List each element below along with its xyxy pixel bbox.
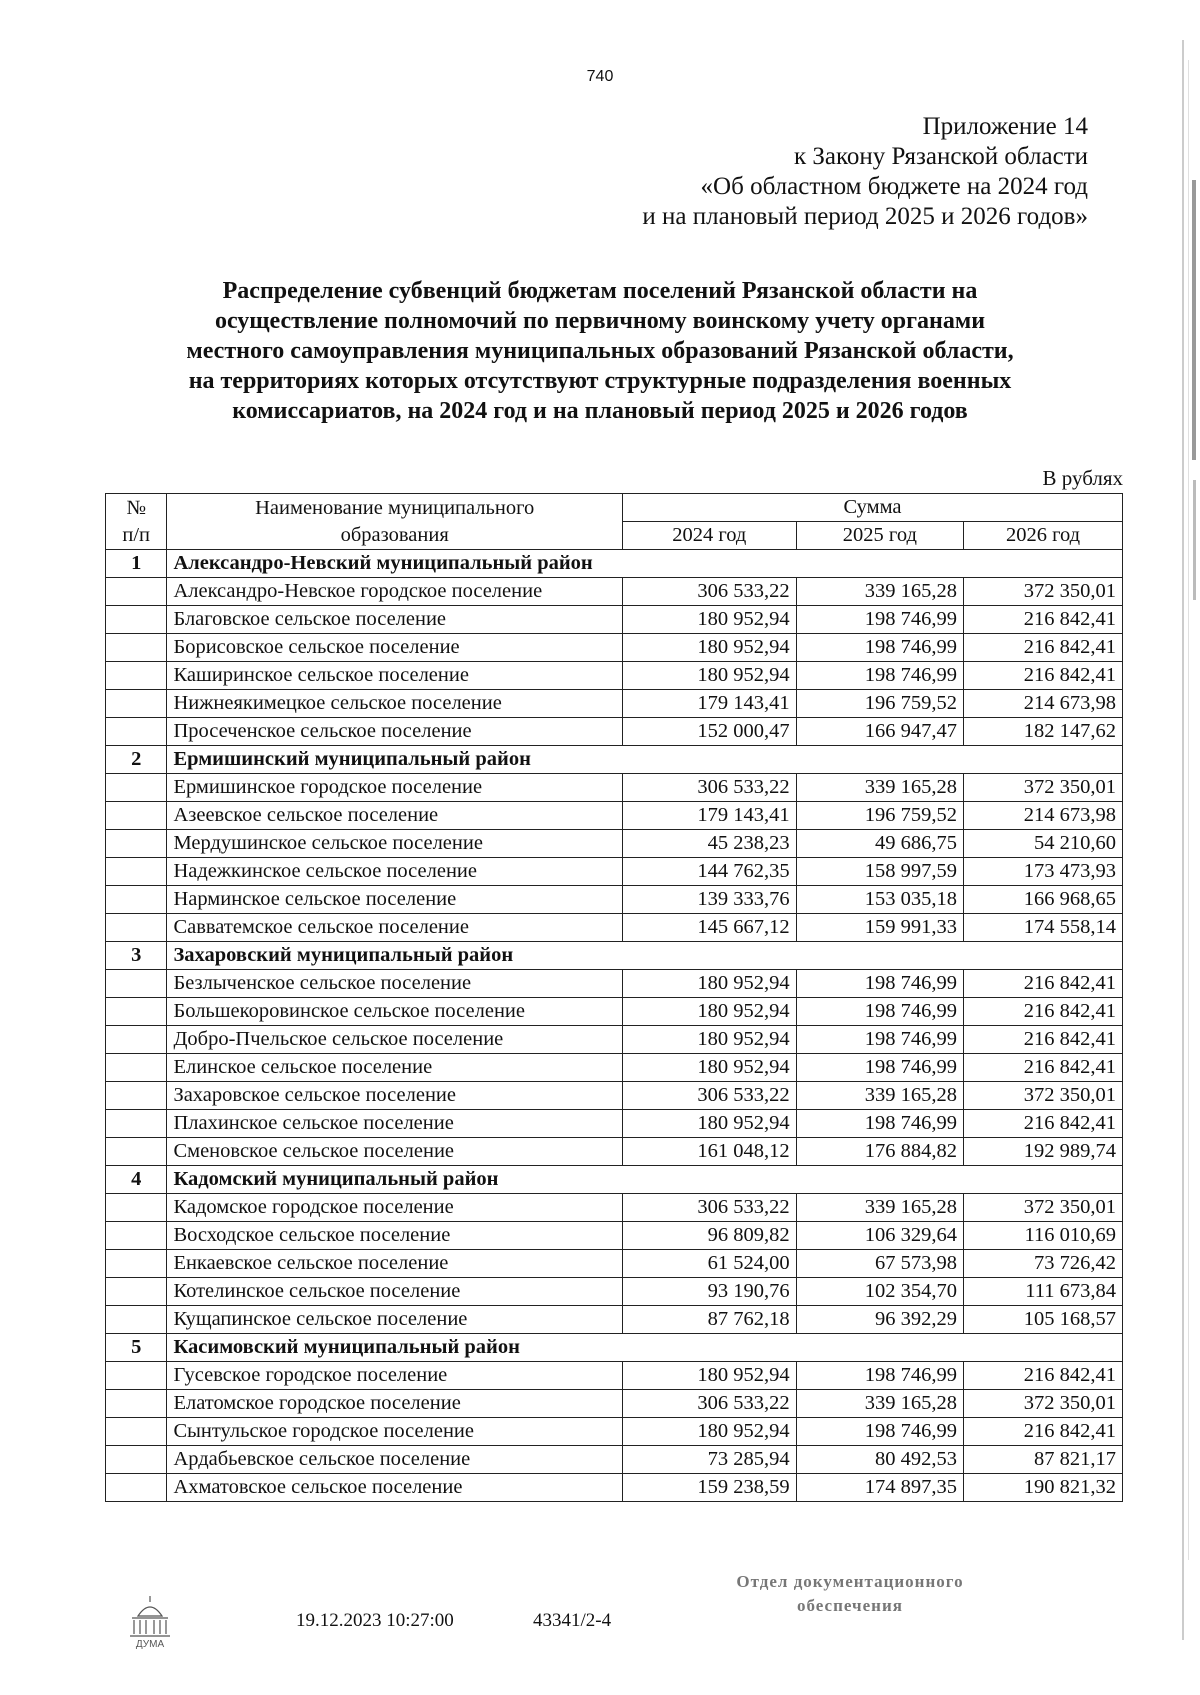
- amount-2026: 216 842,41: [964, 1026, 1123, 1054]
- settlement-row: [106, 914, 1123, 942]
- empty-num-cell: [106, 690, 167, 718]
- empty-num-cell: [106, 1110, 167, 1138]
- district-row: [106, 1166, 1123, 1194]
- amount-2026: 216 842,41: [964, 1418, 1123, 1446]
- district-name: Касимовский муниципальный район: [167, 1334, 1123, 1362]
- amount-2025: 176 884,82: [796, 1138, 963, 1166]
- empty-num-cell: [106, 830, 167, 858]
- settlement-row: [106, 998, 1123, 1026]
- empty-num-cell: [106, 1054, 167, 1082]
- empty-num-cell: [106, 634, 167, 662]
- district-number: 4: [106, 1166, 167, 1194]
- settlement-row: [106, 1194, 1123, 1222]
- settlement-row: [106, 718, 1123, 746]
- amount-2026: 116 010,69: [964, 1222, 1123, 1250]
- settlement-name: Большекоровинское сельское поселение: [167, 998, 623, 1026]
- amount-2025: 96 392,29: [796, 1306, 963, 1334]
- title-line-4: на территориях которых отсутствуют структурные подразделения военных: [188, 368, 1012, 394]
- amount-2026: 216 842,41: [964, 662, 1123, 690]
- appendix-line-1: Приложение 14: [922, 113, 1088, 140]
- settlement-name: Ардабьевское сельское поселение: [167, 1446, 623, 1474]
- amount-2024: 306 533,22: [622, 1390, 796, 1418]
- settlement-row: [106, 662, 1123, 690]
- title-line-2: осуществление полномочий по первичному воинскому учету органами: [214, 308, 986, 334]
- amount-2026: 166 968,65: [964, 886, 1123, 914]
- amount-2024: 144 762,35: [622, 858, 796, 886]
- settlement-row: [106, 634, 1123, 662]
- amount-2026: 87 821,17: [964, 1446, 1123, 1474]
- empty-num-cell: [106, 914, 167, 942]
- appendix-header: [642, 112, 1088, 232]
- amount-2025: 174 897,35: [796, 1474, 963, 1502]
- amount-2026: 111 673,84: [964, 1278, 1123, 1306]
- settlement-name: Савватемское сельское поселение: [167, 914, 623, 942]
- amount-2024: 180 952,94: [622, 1418, 796, 1446]
- district-row: [106, 746, 1123, 774]
- amount-2025: 159 991,33: [796, 914, 963, 942]
- settlement-name: Добро-Пчельское сельское поселение: [167, 1026, 623, 1054]
- amount-2024: 180 952,94: [622, 662, 796, 690]
- empty-num-cell: [106, 1278, 167, 1306]
- settlement-row: [106, 1362, 1123, 1390]
- amount-2025: 339 165,28: [796, 1194, 963, 1222]
- district-name: Александро-Невский муниципальный район: [167, 550, 1123, 578]
- district-name: Захаровский муниципальный район: [167, 942, 1123, 970]
- footer-datetime: 19.12.2023 10:27:00: [296, 1610, 454, 1631]
- department-stamp: [700, 1570, 1000, 1618]
- district-number: 2: [106, 746, 167, 774]
- subventions-table: [105, 493, 1123, 1502]
- settlement-name: Борисовское сельское поселение: [167, 634, 623, 662]
- empty-num-cell: [106, 858, 167, 886]
- district-name: Ермишинский муниципальный район: [167, 746, 1123, 774]
- settlement-name: Восходское сельское поселение: [167, 1222, 623, 1250]
- amount-2025: 339 165,28: [796, 774, 963, 802]
- empty-num-cell: [106, 1026, 167, 1054]
- header-num-sublabel: п/п: [122, 523, 151, 546]
- empty-num-cell: [106, 1138, 167, 1166]
- empty-num-cell: [106, 774, 167, 802]
- settlement-name: Азеевское сельское поселение: [167, 802, 623, 830]
- settlement-row: [106, 1446, 1123, 1474]
- amount-2024: 180 952,94: [622, 970, 796, 998]
- amount-2024: 96 809,82: [622, 1222, 796, 1250]
- settlement-name: Безлыченское сельское поселение: [167, 970, 623, 998]
- amount-2026: 372 350,01: [964, 1390, 1123, 1418]
- district-number: 1: [106, 550, 167, 578]
- amount-2025: 198 746,99: [796, 1362, 963, 1390]
- appendix-line-3: «Об областном бюджете на 2024 год: [700, 173, 1088, 200]
- amount-2025: 166 947,47: [796, 718, 963, 746]
- amount-2025: 196 759,52: [796, 802, 963, 830]
- amount-2025: 67 573,98: [796, 1250, 963, 1278]
- settlement-name: Елинское сельское поселение: [167, 1054, 623, 1082]
- settlement-name: Котелинское сельское поселение: [167, 1278, 623, 1306]
- settlement-row: [106, 1390, 1123, 1418]
- settlement-name: Кущапинское сельское поселение: [167, 1306, 623, 1334]
- amount-2026: 173 473,93: [964, 858, 1123, 886]
- header-sum: Сумма: [622, 494, 1122, 522]
- amount-2025: 198 746,99: [796, 1418, 963, 1446]
- header-name: [167, 494, 623, 550]
- settlement-row: [106, 1474, 1123, 1502]
- amount-2024: 306 533,22: [622, 1194, 796, 1222]
- empty-num-cell: [106, 1418, 167, 1446]
- amount-2026: 372 350,01: [964, 578, 1123, 606]
- amount-2026: 182 147,62: [964, 718, 1123, 746]
- amount-2024: 180 952,94: [622, 998, 796, 1026]
- amount-2026: 216 842,41: [964, 634, 1123, 662]
- amount-2024: 93 190,76: [622, 1278, 796, 1306]
- amount-2024: 306 533,22: [622, 774, 796, 802]
- amount-2025: 198 746,99: [796, 634, 963, 662]
- amount-2024: 306 533,22: [622, 578, 796, 606]
- settlement-name: Сынтульское городское поселение: [167, 1418, 623, 1446]
- table-header-row-1: [106, 494, 1123, 522]
- amount-2025: 339 165,28: [796, 1082, 963, 1110]
- settlement-name: Благовское сельское поселение: [167, 606, 623, 634]
- settlement-row: [106, 1222, 1123, 1250]
- settlement-name: Плахинское сельское поселение: [167, 1110, 623, 1138]
- page-number: 740: [586, 68, 614, 85]
- amount-2024: 139 333,76: [622, 886, 796, 914]
- empty-num-cell: [106, 970, 167, 998]
- amount-2024: 45 238,23: [622, 830, 796, 858]
- settlement-name: Мердушинское сельское поселение: [167, 830, 623, 858]
- empty-num-cell: [106, 1194, 167, 1222]
- title-line-5: комиссариатов, на 2024 год и на плановый период 2025 и 2026 годов: [232, 398, 968, 424]
- amount-2026: 216 842,41: [964, 970, 1123, 998]
- amount-2024: 306 533,22: [622, 1082, 796, 1110]
- header-year-2024: 2024 год: [622, 522, 796, 550]
- scan-edge-artifact: [1162, 0, 1200, 1695]
- amount-2026: 372 350,01: [964, 1082, 1123, 1110]
- amount-2025: 49 686,75: [796, 830, 963, 858]
- empty-num-cell: [106, 1362, 167, 1390]
- amount-2025: 198 746,99: [796, 1110, 963, 1138]
- amount-2026: 214 673,98: [964, 802, 1123, 830]
- settlement-name: Ахматовское сельское поселение: [167, 1474, 623, 1502]
- header-num: [106, 494, 167, 550]
- district-number: 3: [106, 942, 167, 970]
- empty-num-cell: [106, 1250, 167, 1278]
- settlement-name: Кадомское городское поселение: [167, 1194, 623, 1222]
- header-name-line-2: образования: [340, 523, 449, 546]
- empty-num-cell: [106, 1082, 167, 1110]
- amount-2025: 198 746,99: [796, 606, 963, 634]
- settlement-name: Просеченское сельское поселение: [167, 718, 623, 746]
- amount-2025: 106 329,64: [796, 1222, 963, 1250]
- amount-2024: 180 952,94: [622, 606, 796, 634]
- amount-2024: 180 952,94: [622, 634, 796, 662]
- amount-2024: 145 667,12: [622, 914, 796, 942]
- settlement-row: [106, 886, 1123, 914]
- settlement-row: [106, 1082, 1123, 1110]
- empty-num-cell: [106, 998, 167, 1026]
- amount-2024: 159 238,59: [622, 1474, 796, 1502]
- amount-2026: 372 350,01: [964, 1194, 1123, 1222]
- header-name-line-1: Наименование муниципального: [255, 496, 535, 519]
- amount-2026: 216 842,41: [964, 1362, 1123, 1390]
- amount-2025: 198 746,99: [796, 998, 963, 1026]
- settlement-row: [106, 1054, 1123, 1082]
- settlement-name: Надежкинское сельское поселение: [167, 858, 623, 886]
- amount-2024: 179 143,41: [622, 690, 796, 718]
- amount-2025: 198 746,99: [796, 1054, 963, 1082]
- table-body: [106, 550, 1123, 1502]
- amount-2025: 102 354,70: [796, 1278, 963, 1306]
- amount-2025: 198 746,99: [796, 1026, 963, 1054]
- amount-2025: 198 746,99: [796, 970, 963, 998]
- amount-2025: 339 165,28: [796, 578, 963, 606]
- amount-2024: 61 524,00: [622, 1250, 796, 1278]
- header-num-label: №: [126, 496, 146, 519]
- empty-num-cell: [106, 1306, 167, 1334]
- district-name: Кадомский муниципальный район: [167, 1166, 1123, 1194]
- amount-2024: 152 000,47: [622, 718, 796, 746]
- amount-2026: 216 842,41: [964, 998, 1123, 1026]
- amount-2026: 174 558,14: [964, 914, 1123, 942]
- amount-2024: 180 952,94: [622, 1362, 796, 1390]
- amount-2024: 73 285,94: [622, 1446, 796, 1474]
- settlement-row: [106, 1138, 1123, 1166]
- settlement-row: [106, 970, 1123, 998]
- amount-2026: 73 726,42: [964, 1250, 1123, 1278]
- amount-2025: 196 759,52: [796, 690, 963, 718]
- settlement-name: Захаровское сельское поселение: [167, 1082, 623, 1110]
- amount-2026: 216 842,41: [964, 1110, 1123, 1138]
- settlement-name: Ермишинское городское поселение: [167, 774, 623, 802]
- appendix-line-4: и на плановый период 2025 и 2026 годов»: [642, 203, 1088, 230]
- settlement-name: Нижнеякимецкое сельское поселение: [167, 690, 623, 718]
- amount-2026: 190 821,32: [964, 1474, 1123, 1502]
- amount-2025: 158 997,59: [796, 858, 963, 886]
- stamp-line-2: обеспечения: [797, 1596, 903, 1615]
- footer-doc-number: 43341/2-4: [533, 1610, 612, 1631]
- empty-num-cell: [106, 578, 167, 606]
- settlement-row: [106, 1306, 1123, 1334]
- settlement-name: Каширинское сельское поселение: [167, 662, 623, 690]
- settlement-name: Елатомское городское поселение: [167, 1390, 623, 1418]
- empty-num-cell: [106, 606, 167, 634]
- settlement-row: [106, 1278, 1123, 1306]
- settlement-row: [106, 1250, 1123, 1278]
- settlement-row: [106, 690, 1123, 718]
- amount-2026: 372 350,01: [964, 774, 1123, 802]
- settlement-name: Сменовское сельское поселение: [167, 1138, 623, 1166]
- settlement-row: [106, 1110, 1123, 1138]
- amount-2024: 180 952,94: [622, 1110, 796, 1138]
- settlement-name: Гусевское городское поселение: [167, 1362, 623, 1390]
- duma-logo: [124, 1592, 176, 1652]
- document-title: [110, 276, 1090, 426]
- amount-2026: 105 168,57: [964, 1306, 1123, 1334]
- settlement-row: [106, 858, 1123, 886]
- empty-num-cell: [106, 1474, 167, 1502]
- amount-2026: 214 673,98: [964, 690, 1123, 718]
- title-line-3: местного самоуправления муниципальных образований Рязанской области,: [186, 338, 1014, 364]
- amount-2026: 216 842,41: [964, 606, 1123, 634]
- amount-2024: 180 952,94: [622, 1026, 796, 1054]
- settlement-row: [106, 830, 1123, 858]
- amount-2024: 87 762,18: [622, 1306, 796, 1334]
- district-row: [106, 1334, 1123, 1362]
- amount-2026: 54 210,60: [964, 830, 1123, 858]
- logo-text: ДУМА: [135, 1639, 165, 1650]
- district-row: [106, 550, 1123, 578]
- empty-num-cell: [106, 1446, 167, 1474]
- settlement-row: [106, 578, 1123, 606]
- empty-num-cell: [106, 886, 167, 914]
- district-row: [106, 942, 1123, 970]
- amount-2024: 180 952,94: [622, 1054, 796, 1082]
- settlement-row: [106, 774, 1123, 802]
- amount-2025: 339 165,28: [796, 1390, 963, 1418]
- district-number: 5: [106, 1334, 167, 1362]
- empty-num-cell: [106, 802, 167, 830]
- amount-2026: 216 842,41: [964, 1054, 1123, 1082]
- settlement-row: [106, 1026, 1123, 1054]
- settlement-name: Александро-Невское городское поселение: [167, 578, 623, 606]
- settlement-name: Нарминское сельское поселение: [167, 886, 623, 914]
- amount-2026: 192 989,74: [964, 1138, 1123, 1166]
- stamp-line-1: Отдел документационного: [736, 1572, 964, 1591]
- empty-num-cell: [106, 1390, 167, 1418]
- amount-2024: 179 143,41: [622, 802, 796, 830]
- empty-num-cell: [106, 1222, 167, 1250]
- settlement-row: [106, 802, 1123, 830]
- header-year-2025: 2025 год: [796, 522, 963, 550]
- title-line-1: Распределение субвенций бюджетам поселений Рязанской области на: [222, 278, 978, 304]
- units-label: В рублях: [1042, 466, 1123, 490]
- settlement-row: [106, 1418, 1123, 1446]
- amount-2025: 80 492,53: [796, 1446, 963, 1474]
- empty-num-cell: [106, 662, 167, 690]
- settlement-name: Енкаевское сельское поселение: [167, 1250, 623, 1278]
- amount-2025: 153 035,18: [796, 886, 963, 914]
- amount-2025: 198 746,99: [796, 662, 963, 690]
- empty-num-cell: [106, 718, 167, 746]
- settlement-row: [106, 606, 1123, 634]
- header-year-2026: 2026 год: [964, 522, 1123, 550]
- amount-2024: 161 048,12: [622, 1138, 796, 1166]
- appendix-line-2: к Закону Рязанской области: [794, 143, 1088, 170]
